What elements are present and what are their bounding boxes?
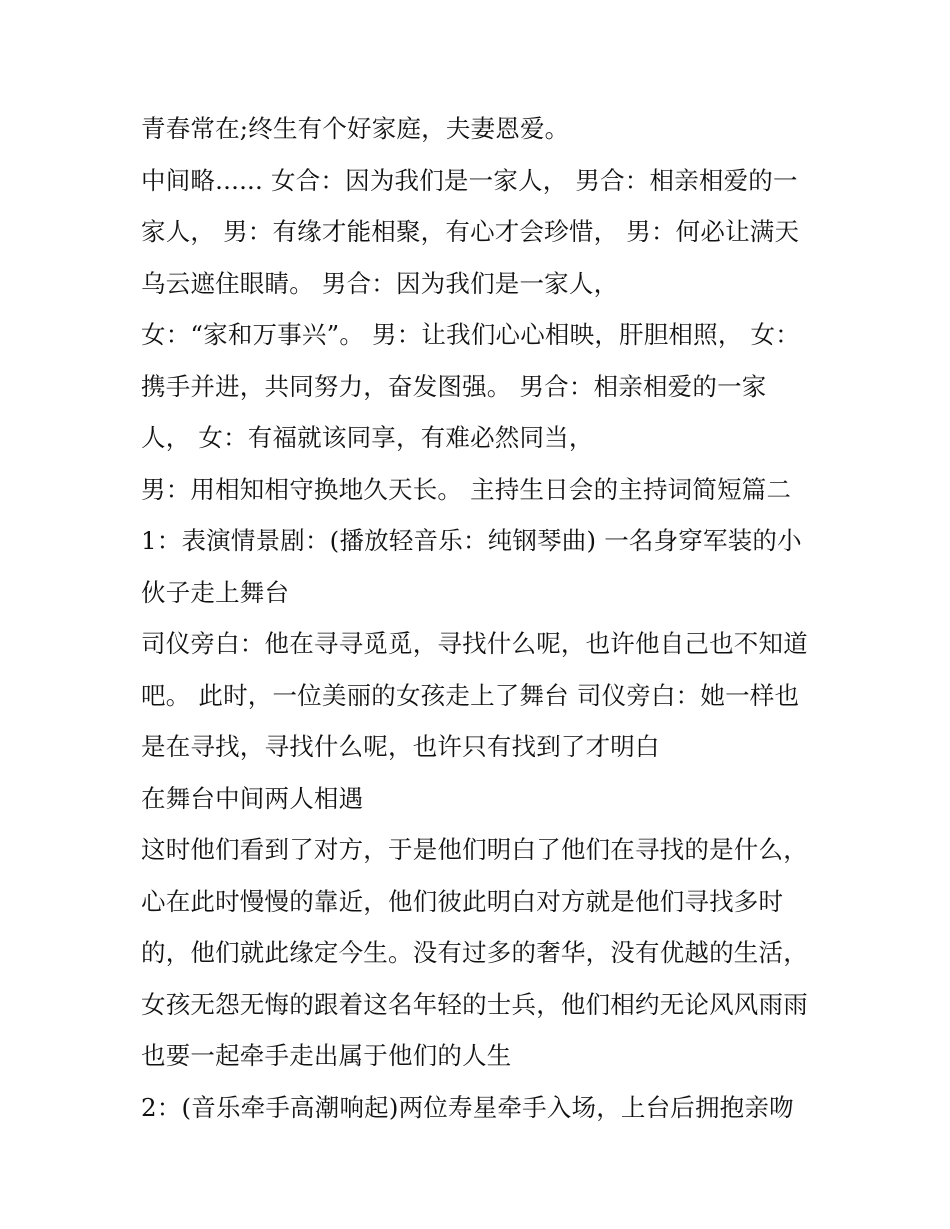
text-line: 携手并进，共同努力，奋发图强。 男合：相亲相爱的一家: [141, 371, 767, 401]
text-line: 乌云遮住眼睛。 男合：因为我们是一家人，: [141, 268, 619, 298]
text-line: 的，他们就此缘定今生。没有过多的奢华，没有优越的生活，: [141, 938, 808, 967]
text-line: 司仪旁白：他在寻寻觅觅，寻找什么呢，也许他自己也不知道: [141, 629, 808, 658]
text-line: 这时他们看到了对方，于是他们明白了他们在寻找的是什么，: [141, 835, 808, 864]
document-body: [141, 108, 831, 1138]
text-line: 男：用相知相守换地久天长。 主持生日会的主持词简短篇二: [141, 474, 792, 504]
text-line: 女孩无怨无悔的跟着这名年轻的士兵，他们相约无论风风雨雨: [141, 989, 808, 1019]
text-line: 2：(音乐牵手高潮响起)两位寿星牵手入场，上台后拥抱亲吻: [141, 1092, 794, 1122]
text-line: 心在此时慢慢的靠近，他们彼此明白对方就是他们寻找多时: [141, 886, 784, 916]
text-line: 1：表演情景剧：(播放轻音乐：纯钢琴曲) 一名身穿军装的小: [141, 526, 802, 555]
text-line: 是在寻找，寻找什么呢，也许只有找到了才明白: [141, 732, 660, 761]
text-line: 也要一起牵手走出属于他们的人生: [141, 1041, 512, 1070]
text-line: 青春常在;终生有个好家庭，夫妻恩爱。: [141, 114, 570, 143]
text-line: 中间略...... 女合：因为我们是一家人， 男合：相亲相爱的一: [141, 165, 798, 195]
text-line: 在舞台中间两人相遇: [141, 783, 364, 813]
text-line: 伙子走上舞台: [141, 577, 290, 607]
text-line: 家人， 男：有缘才能相聚，有心才会珍惜， 男：何必让满天: [141, 217, 800, 246]
text-line: 吧。 此时，一位美丽的女孩走上了舞台 司仪旁白：她一样也: [141, 680, 800, 710]
text-line: 女：“家和万事兴”。 男：让我们心心相映，肝胆相照， 女：: [141, 320, 800, 349]
text-line: 人， 女：有福就该同享，有难必然同当，: [141, 423, 594, 452]
